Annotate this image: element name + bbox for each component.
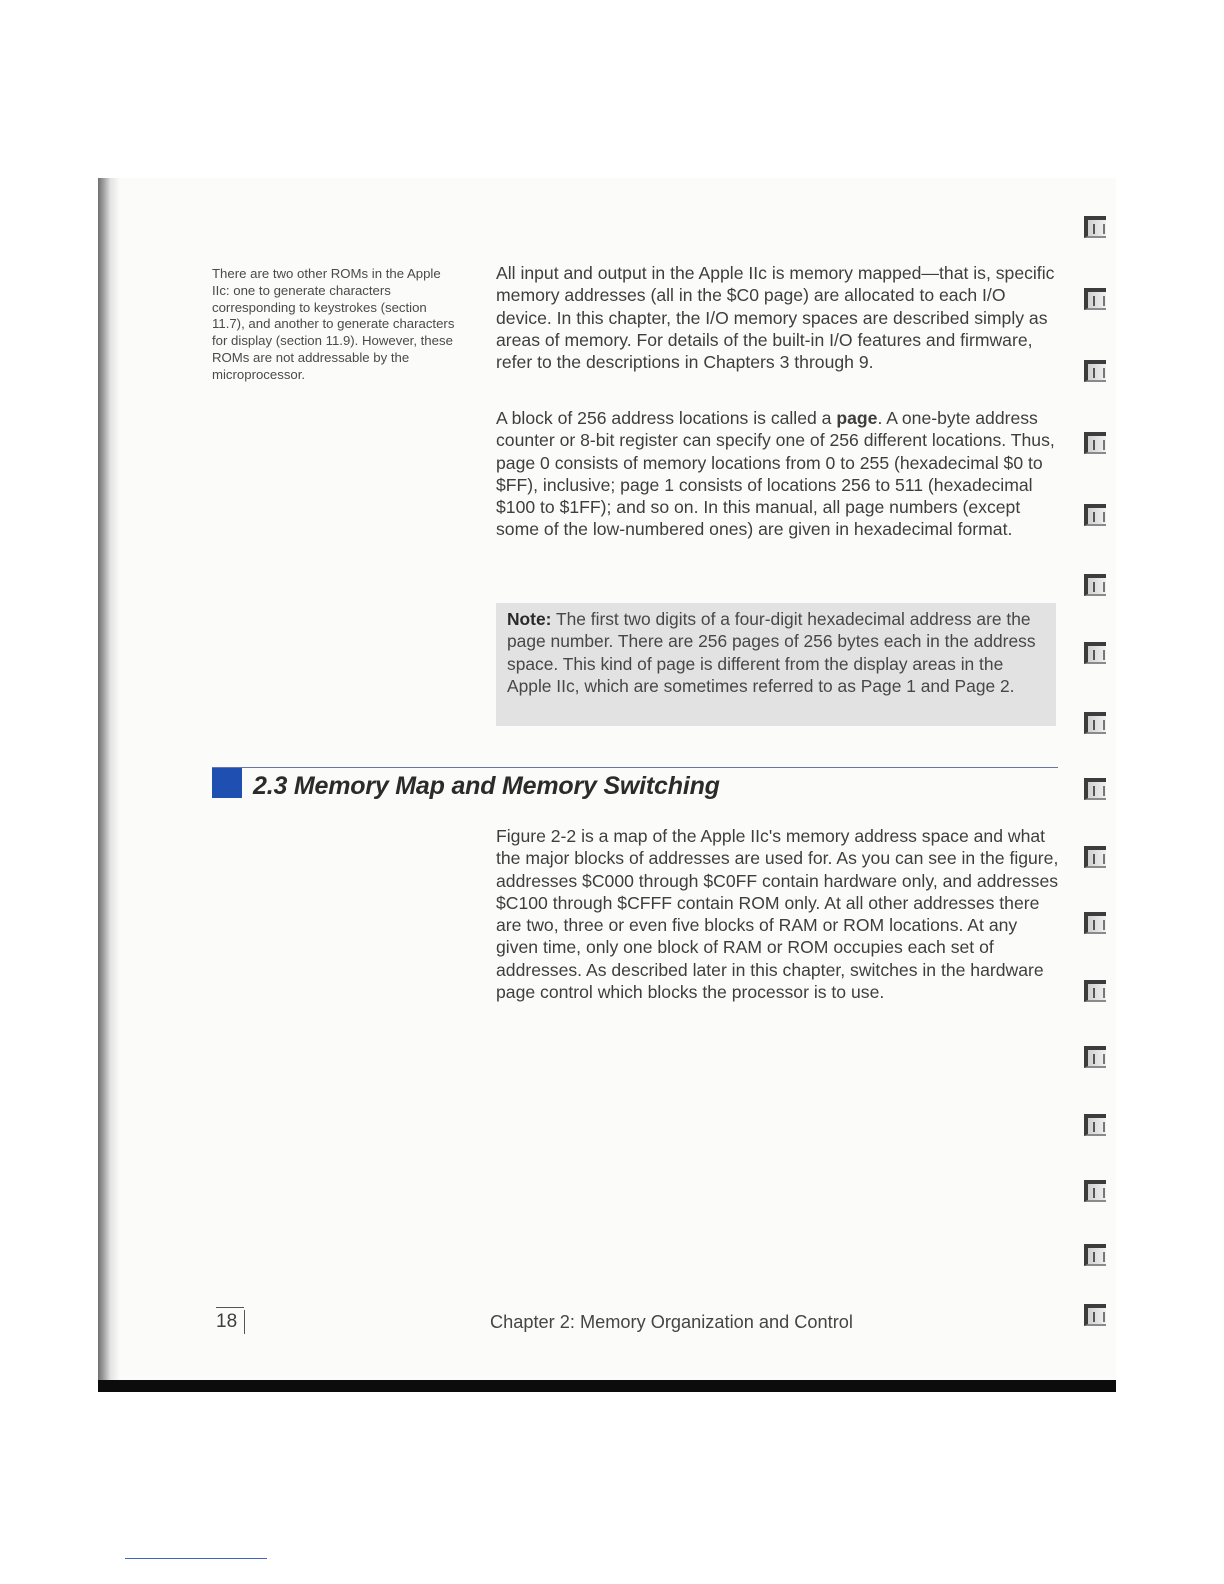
- paragraph-io-memory-mapped: All input and output in the Apple IIc is memory mapped—that is, specific memory addresses (all in the $C0 page) are allocated to each I/O device. In this chapter, the I/O memory spaces are described simply as areas of memory. For details of the built-in I/O features and firmware, refer to the descriptions in Chapters 3 through 9.: [496, 263, 1055, 373]
- spiral-ring: [1084, 980, 1106, 1002]
- sidebar-note: There are two other ROMs in the Apple IIc: one to generate characters corresponding to keystrokes (section 11.7), and another to generate characters for display (section 11.9). However, these ROMs are not addressable by the microprocessor.: [212, 266, 455, 382]
- section-divider: [212, 767, 1058, 768]
- paragraph-page-definition: [496, 407, 1062, 541]
- spiral-ring: [1084, 778, 1106, 800]
- spiral-ring: [1084, 1180, 1106, 1202]
- page-binding-edge: [98, 178, 110, 1392]
- spiral-ring: [1084, 1046, 1106, 1068]
- spiral-ring: [1084, 288, 1106, 310]
- spiral-binding: [1078, 196, 1116, 1336]
- page-binding-shadow: [110, 178, 120, 1392]
- link-underline: [125, 1558, 267, 1559]
- page-number: 18: [216, 1310, 245, 1334]
- page-bottom-shadow: [98, 1380, 1116, 1392]
- note-box: [496, 603, 1056, 726]
- spiral-ring: [1084, 1244, 1106, 1266]
- footer-chapter-title: Chapter 2: Memory Organization and Control: [490, 1312, 853, 1332]
- spiral-ring: [1084, 574, 1106, 596]
- section-marker: [212, 768, 242, 798]
- section-heading: 2.3 Memory Map and Memory Switching: [253, 772, 720, 800]
- note-text: The first two digits of a four-digit hexadecimal address are the page number. There are 256 pages of 256 bytes each in the address space. This kind of page is different from the display areas in the Apple IIc, which are sometimes referred to as Page 1 and Page 2.: [507, 609, 1036, 697]
- spiral-ring: [1084, 1114, 1106, 1136]
- spiral-ring: [1084, 846, 1106, 868]
- paragraph-memory-map: Figure 2-2 is a map of the Apple IIc's memory address space and what the major blocks of addresses are used for. As you can see in the figure, addresses $C000 through $C0FF contain hardware only, and addresses $C100 through $CFFF contain ROM only. At all other addresses there are two, three or even five blocks of RAM or ROM locations. At any given time, only one block of RAM or ROM occupies each set of addresses. As described later in this chapter, switches in the hardware page control which blocks the processor is to use.: [496, 826, 1059, 1003]
- spiral-ring: [1084, 360, 1106, 382]
- spiral-ring: [1084, 1304, 1106, 1326]
- spiral-ring: [1084, 912, 1106, 934]
- note-label: Note:: [507, 609, 552, 629]
- paragraph-text: A block of 256 address locations is called a: [496, 408, 837, 428]
- spiral-ring: [1084, 432, 1106, 454]
- paragraph-text: . A one-byte address counter or 8-bit register can specify one of 256 different locations. Thus, page 0 consists of memory locations from 0 to 255 (hexadecimal $0 to $FF), inclusive; page 1 consists of locations 256 to 511 (hexadecimal $100 to $1FF); and so on. In this manual, all page numbers (except some of the low-numbered ones) are given in hexadecimal format.: [496, 408, 1055, 540]
- spiral-ring: [1084, 712, 1106, 734]
- spiral-ring: [1084, 642, 1106, 664]
- spiral-ring: [1084, 504, 1106, 526]
- term-page: page: [836, 408, 878, 428]
- spiral-ring: [1084, 216, 1106, 238]
